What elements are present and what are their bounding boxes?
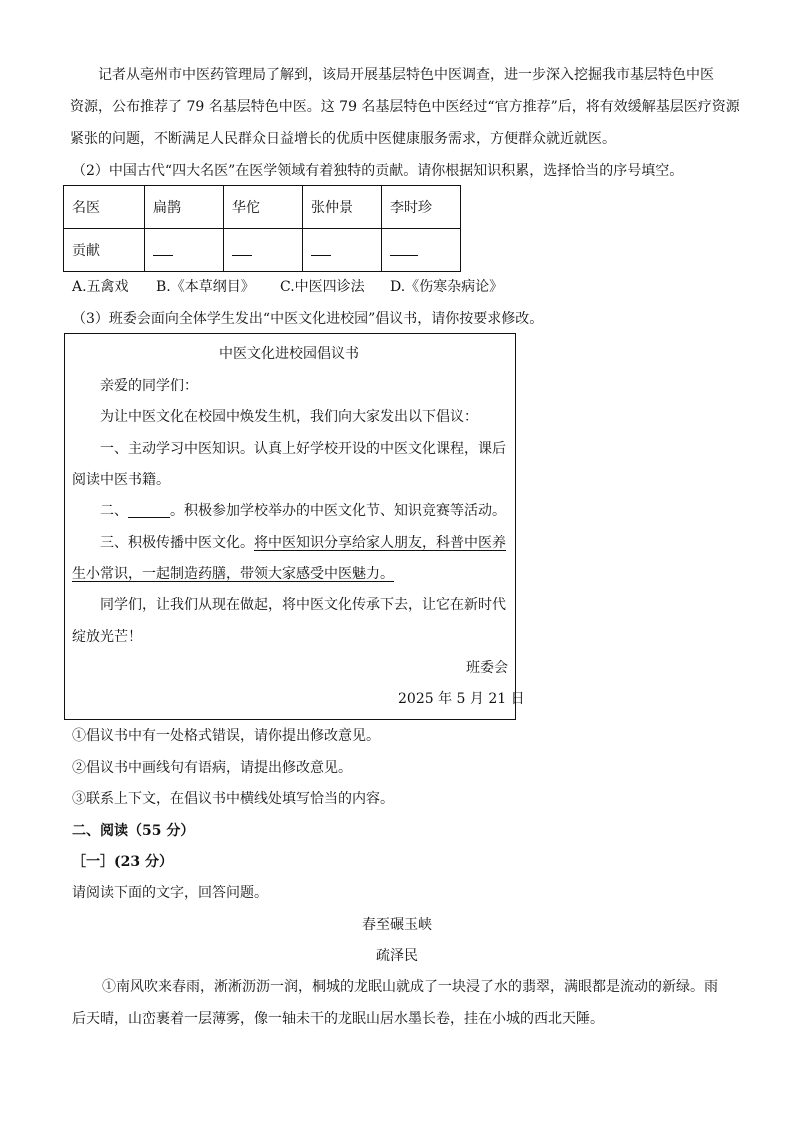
doctor-cell: 张仲景	[303, 186, 382, 229]
table-header-label: 名医	[64, 186, 145, 229]
answer-blank[interactable]	[303, 229, 382, 272]
fill-blank[interactable]	[128, 501, 170, 518]
article-author: 疏泽民	[376, 948, 418, 964]
question-2-text: （2）中国古代“四大名医”在医学领域有着独特的贡献。请你根据知识积累，选择恰当的序号填空。	[72, 163, 684, 179]
item-3-prefix: 三、积极传播中医文化。	[100, 535, 254, 551]
table-row	[64, 186, 461, 229]
article-para-1-a: ①南风吹来春雨，淅淅沥沥一润，桐城的龙眠山就成了一块浸了水的翡翠，满眼都是流动的新绿。雨	[102, 979, 718, 995]
table-row-label: 贡献	[64, 229, 145, 272]
option-c: C.中医四诊法	[280, 279, 365, 295]
letter-item-3-a	[100, 532, 506, 554]
intro-line-1: 记者从亳州市中医药管理局了解到，该局开展基层特色中医调查，进一步深入挖掘我市基层特色中医	[98, 67, 714, 83]
item-2-suffix: 。积极参加学校举办的中医文化节、知识竞赛等活动。	[170, 503, 506, 519]
doctor-cell: 李时珍	[382, 186, 461, 229]
answer-blank[interactable]	[224, 229, 303, 272]
letter-item-1-b: 阅读中医书籍。	[72, 472, 170, 488]
section-2-instruction: 请阅读下面的文字，回答问题。	[72, 885, 268, 901]
contribution-table	[63, 185, 461, 272]
sub-question-3: ③联系上下文，在倡议书中横线处填写恰当的内容。	[72, 791, 394, 807]
letter-item-1-a: 一、主动学习中医知识。认真上好学校开设的中医文化课程，课后	[100, 441, 506, 457]
section-2-heading: 二、阅读（55 分）	[72, 823, 195, 839]
doctor-cell: 华佗	[224, 186, 303, 229]
item-2-prefix: 二、	[100, 503, 128, 519]
sub-question-2: ②倡议书中画线句有语病，请提出修改意见。	[72, 760, 352, 776]
article-para-1-b: 后天晴，山峦裹着一层薄雾，像一轴未干的龙眠山居水墨长卷，挂在小城的西北天陲。	[72, 1011, 604, 1027]
letter-item-3-b: 生小常识，一起制造药膳，带领大家感受中医魅力。	[72, 566, 394, 582]
letter-intro: 为让中医文化在校园中焕发生机，我们向大家发出以下倡议：	[100, 409, 478, 425]
table-row	[64, 229, 461, 272]
intro-line-2: 资源，公布推荐了 79 名基层特色中医。这 79 名基层特色中医经过“官方推荐”后，将有效缓解基层医疗资源	[70, 99, 740, 115]
letter-date: 2025 年 5 月 21 日	[398, 691, 525, 707]
letter-closing-a: 同学们，让我们从现在做起，将中医文化传承下去，让它在新时代	[100, 597, 506, 613]
letter-item-2	[100, 500, 506, 522]
section-2-part: ［一］(23 分）	[72, 854, 173, 870]
article-title: 春至碾玉峡	[362, 917, 432, 933]
answer-blank[interactable]	[145, 229, 224, 272]
letter-greeting: 亲爱的同学们：	[100, 378, 198, 394]
sub-question-1: ①倡议书中有一处格式错误，请你提出修改意见。	[72, 728, 380, 744]
option-b: B.《本草纲目》	[156, 279, 255, 295]
underlined-sentence: 将中医知识分享给家人朋友，科普中医养	[254, 535, 506, 551]
answer-blank[interactable]	[382, 229, 461, 272]
intro-line-3: 紧张的问题，不断满足人民群众日益增长的优质中医健康服务需求，方便群众就近就医。	[70, 131, 616, 147]
option-d: D.《伤寒杂病论》	[390, 279, 504, 295]
doctor-cell: 扁鹊	[145, 186, 224, 229]
option-a: A.五禽戏	[72, 279, 129, 295]
letter-signature: 班委会	[466, 660, 508, 676]
letter-title: 中医文化进校园倡议书	[219, 346, 359, 362]
letter-closing-b: 绽放光芒！	[72, 629, 142, 645]
question-3-text: （3）班委会面向全体学生发出“中医文化进校园”倡议书，请你按要求修改。	[72, 311, 544, 327]
